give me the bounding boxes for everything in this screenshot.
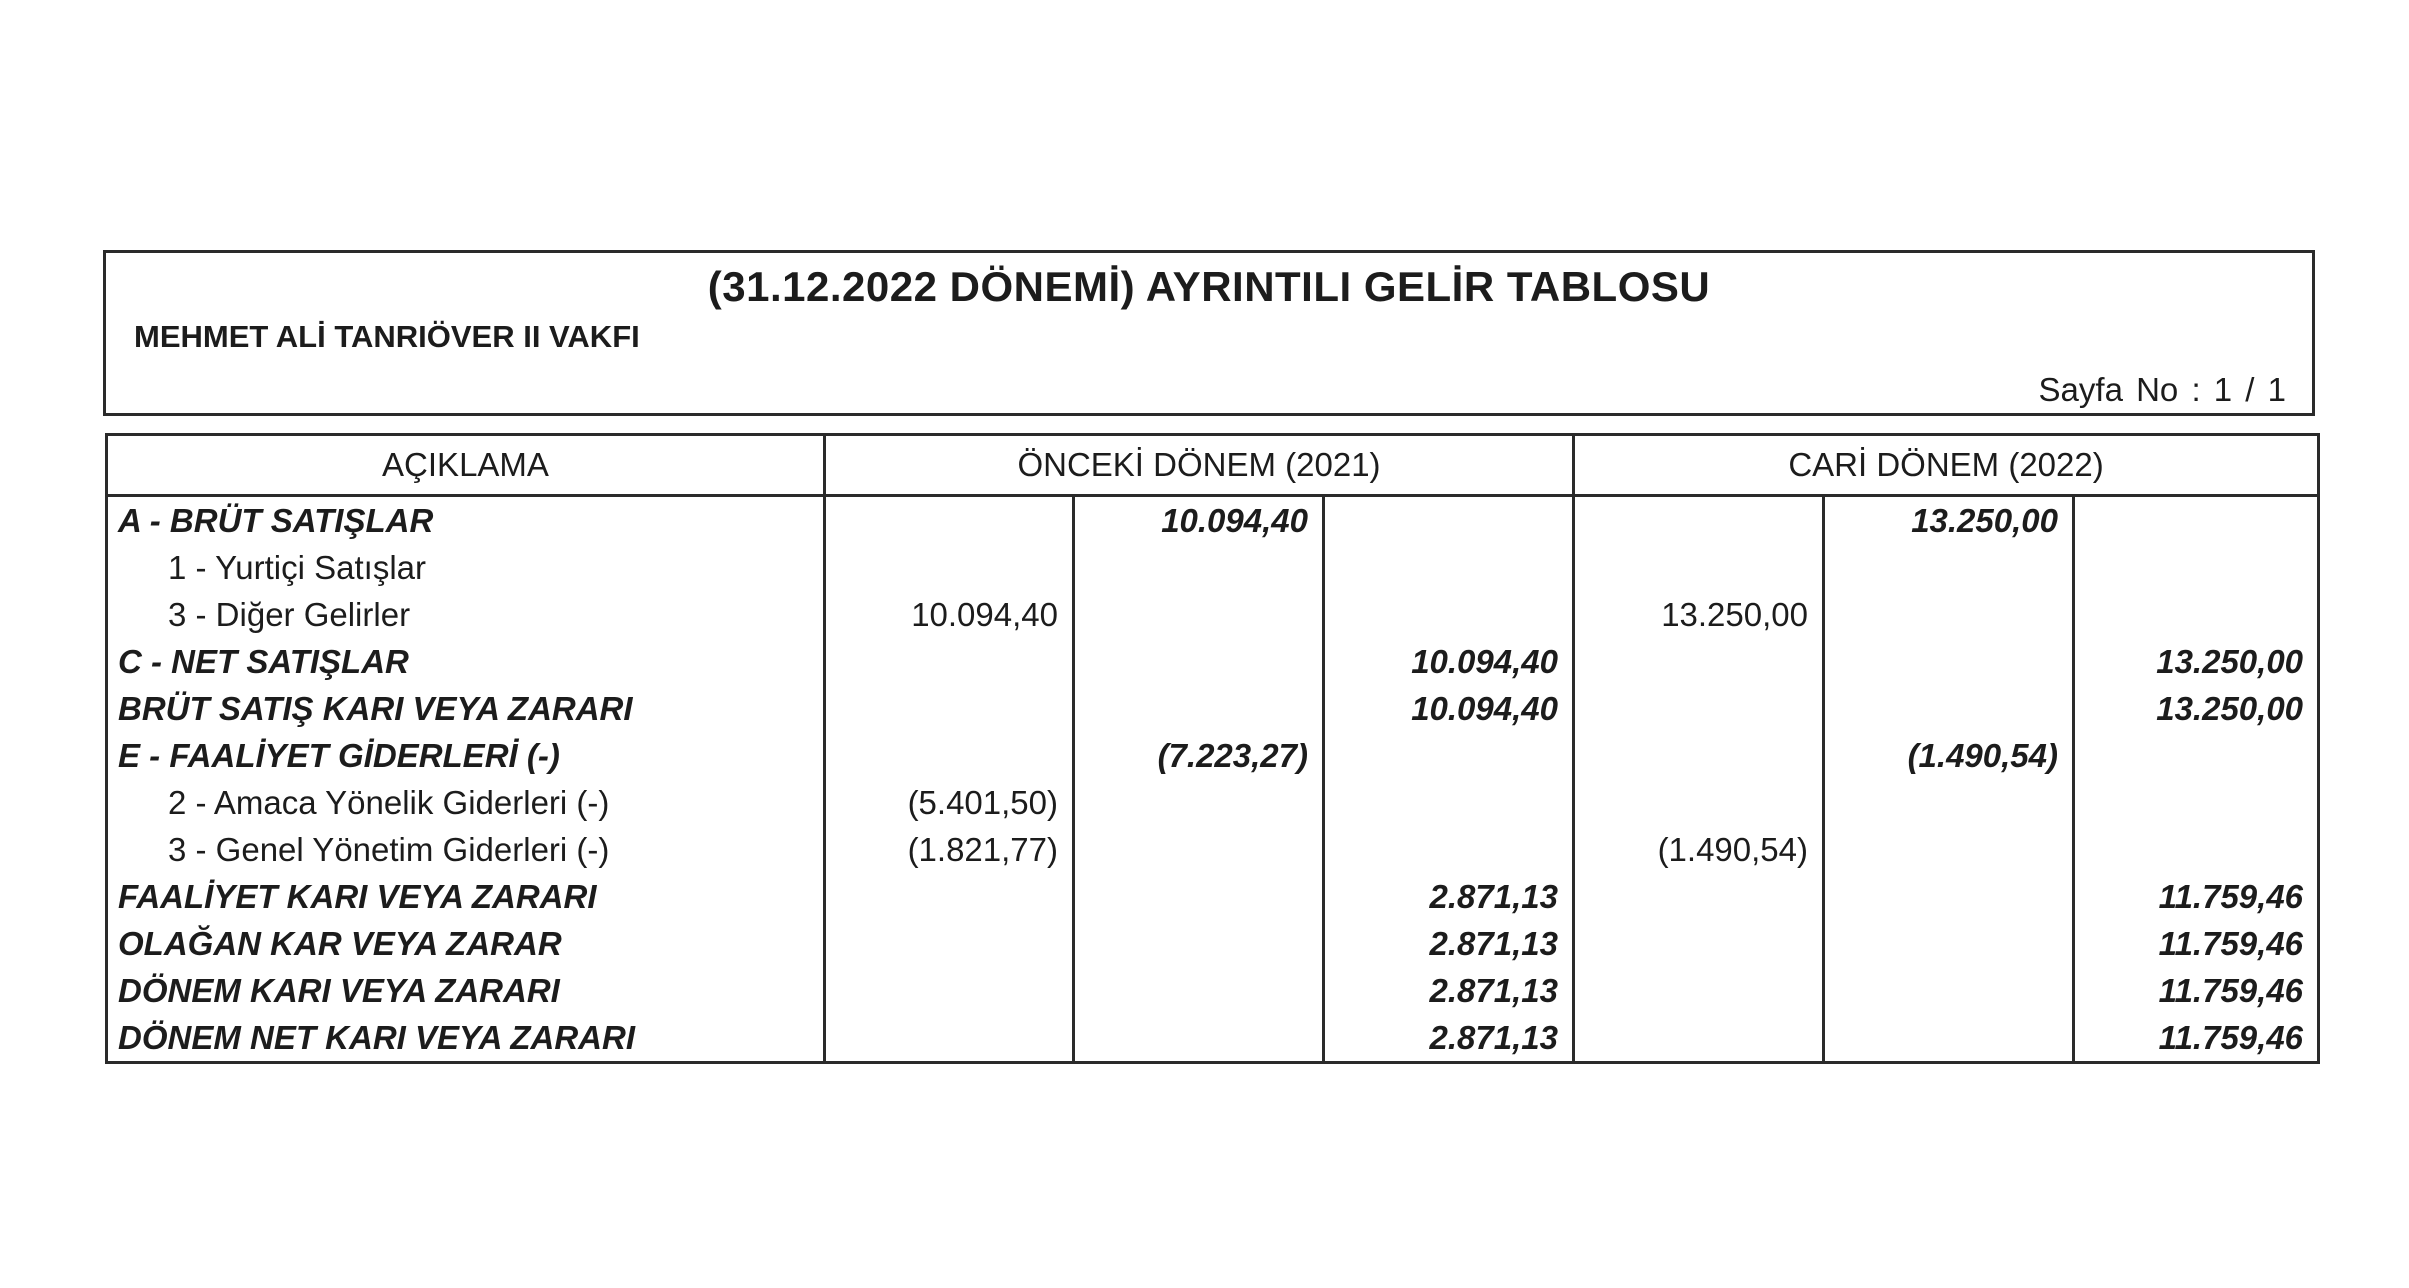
current-subtotal-value <box>1824 826 2074 873</box>
row-label: 3 - Diğer Gelirler <box>107 591 825 638</box>
table-header-row <box>107 435 2319 496</box>
row-label: C - NET SATIŞLAR <box>107 638 825 685</box>
previous-detail-value <box>825 544 1074 591</box>
previous-detail-value <box>825 1014 1074 1063</box>
current-total-value: 13.250,00 <box>2074 685 2319 732</box>
current-detail-value <box>1574 967 1824 1014</box>
current-subtotal-value <box>1824 638 2074 685</box>
row-label: 3 - Genel Yönetim Giderleri (-) <box>107 826 825 873</box>
previous-subtotal-value <box>1074 779 1324 826</box>
row-label: E - FAALİYET GİDERLERİ (-) <box>107 732 825 779</box>
previous-total-value <box>1324 732 1574 779</box>
previous-total-value <box>1324 496 1574 545</box>
organization-name: MEHMET ALİ TANRIÖVER II VAKFI <box>134 319 640 354</box>
table-row <box>107 779 2319 826</box>
previous-subtotal-value <box>1074 544 1324 591</box>
previous-total-value <box>1324 826 1574 873</box>
column-header-current-period: CARİ DÖNEM (2022) <box>1574 435 2319 496</box>
current-total-value <box>2074 732 2319 779</box>
previous-subtotal-value <box>1074 591 1324 638</box>
table-row <box>107 732 2319 779</box>
current-total-value <box>2074 826 2319 873</box>
current-total-value <box>2074 496 2319 545</box>
table-row <box>107 967 2319 1014</box>
current-detail-value <box>1574 1014 1824 1063</box>
table-row <box>107 591 2319 638</box>
table-row <box>107 826 2319 873</box>
column-header-description: AÇIKLAMA <box>107 435 825 496</box>
row-label: BRÜT SATIŞ KARI VEYA ZARARI <box>107 685 825 732</box>
row-label: OLAĞAN KAR VEYA ZARAR <box>107 920 825 967</box>
previous-subtotal-value <box>1074 967 1324 1014</box>
table-row <box>107 920 2319 967</box>
previous-detail-value <box>825 732 1074 779</box>
row-label: DÖNEM NET KARI VEYA ZARARI <box>107 1014 825 1063</box>
previous-subtotal-value <box>1074 920 1324 967</box>
row-label: A - BRÜT SATIŞLAR <box>107 496 825 545</box>
current-total-value: 11.759,46 <box>2074 967 2319 1014</box>
row-label: 1 - Yurtiçi Satışlar <box>107 544 825 591</box>
current-subtotal-value: 13.250,00 <box>1824 496 2074 545</box>
previous-subtotal-value <box>1074 1014 1324 1063</box>
current-subtotal-value <box>1824 779 2074 826</box>
current-total-value: 11.759,46 <box>2074 920 2319 967</box>
current-detail-value <box>1574 920 1824 967</box>
table-row <box>107 544 2319 591</box>
previous-total-value: 10.094,40 <box>1324 638 1574 685</box>
previous-subtotal-value: 10.094,40 <box>1074 496 1324 545</box>
previous-total-value: 2.871,13 <box>1324 1014 1574 1063</box>
current-total-value: 11.759,46 <box>2074 873 2319 920</box>
current-detail-value: (1.490,54) <box>1574 826 1824 873</box>
income-statement-table <box>105 433 2320 1064</box>
report-title: (31.12.2022 DÖNEMİ) AYRINTILI GELİR TABLOSU <box>707 263 1711 310</box>
current-detail-value <box>1574 873 1824 920</box>
previous-total-value <box>1324 544 1574 591</box>
row-label: FAALİYET KARI VEYA ZARARI <box>107 873 825 920</box>
page-number: Sayfa No : 1 / 1 <box>2038 371 2286 408</box>
current-subtotal-value <box>1824 920 2074 967</box>
current-subtotal-value <box>1824 685 2074 732</box>
previous-detail-value <box>825 920 1074 967</box>
table-row <box>107 685 2319 732</box>
previous-total-value: 2.871,13 <box>1324 920 1574 967</box>
table-row <box>107 496 2319 545</box>
income-statement-table-wrapper <box>105 433 2317 1064</box>
table-row <box>107 873 2319 920</box>
current-total-value: 13.250,00 <box>2074 638 2319 685</box>
previous-total-value: 2.871,13 <box>1324 967 1574 1014</box>
previous-subtotal-value <box>1074 685 1324 732</box>
previous-total-value: 2.871,13 <box>1324 873 1574 920</box>
current-detail-value: 13.250,00 <box>1574 591 1824 638</box>
previous-detail-value <box>825 967 1074 1014</box>
current-total-value <box>2074 544 2319 591</box>
report-header <box>103 250 2315 416</box>
previous-subtotal-value: (7.223,27) <box>1074 732 1324 779</box>
previous-subtotal-value <box>1074 873 1324 920</box>
previous-detail-value: (1.821,77) <box>825 826 1074 873</box>
current-total-value <box>2074 779 2319 826</box>
previous-total-value: 10.094,40 <box>1324 685 1574 732</box>
current-subtotal-value <box>1824 544 2074 591</box>
current-detail-value <box>1574 779 1824 826</box>
current-detail-value <box>1574 496 1824 545</box>
previous-total-value <box>1324 779 1574 826</box>
column-header-previous-period: ÖNCEKİ DÖNEM (2021) <box>825 435 1574 496</box>
row-label: 2 - Amaca Yönelik Giderleri (-) <box>107 779 825 826</box>
current-total-value: 11.759,46 <box>2074 1014 2319 1063</box>
previous-detail-value <box>825 638 1074 685</box>
previous-subtotal-value <box>1074 638 1324 685</box>
table-row <box>107 1014 2319 1063</box>
previous-detail-value <box>825 685 1074 732</box>
previous-detail-value <box>825 873 1074 920</box>
previous-detail-value: 10.094,40 <box>825 591 1074 638</box>
current-subtotal-value <box>1824 967 2074 1014</box>
current-detail-value <box>1574 685 1824 732</box>
previous-subtotal-value <box>1074 826 1324 873</box>
row-label: DÖNEM KARI VEYA ZARARI <box>107 967 825 1014</box>
current-detail-value <box>1574 638 1824 685</box>
current-subtotal-value <box>1824 591 2074 638</box>
current-subtotal-value <box>1824 1014 2074 1063</box>
previous-total-value <box>1324 591 1574 638</box>
previous-detail-value <box>825 496 1074 545</box>
current-subtotal-value <box>1824 873 2074 920</box>
current-detail-value <box>1574 732 1824 779</box>
current-subtotal-value: (1.490,54) <box>1824 732 2074 779</box>
previous-detail-value: (5.401,50) <box>825 779 1074 826</box>
current-detail-value <box>1574 544 1824 591</box>
current-total-value <box>2074 591 2319 638</box>
table-row <box>107 638 2319 685</box>
